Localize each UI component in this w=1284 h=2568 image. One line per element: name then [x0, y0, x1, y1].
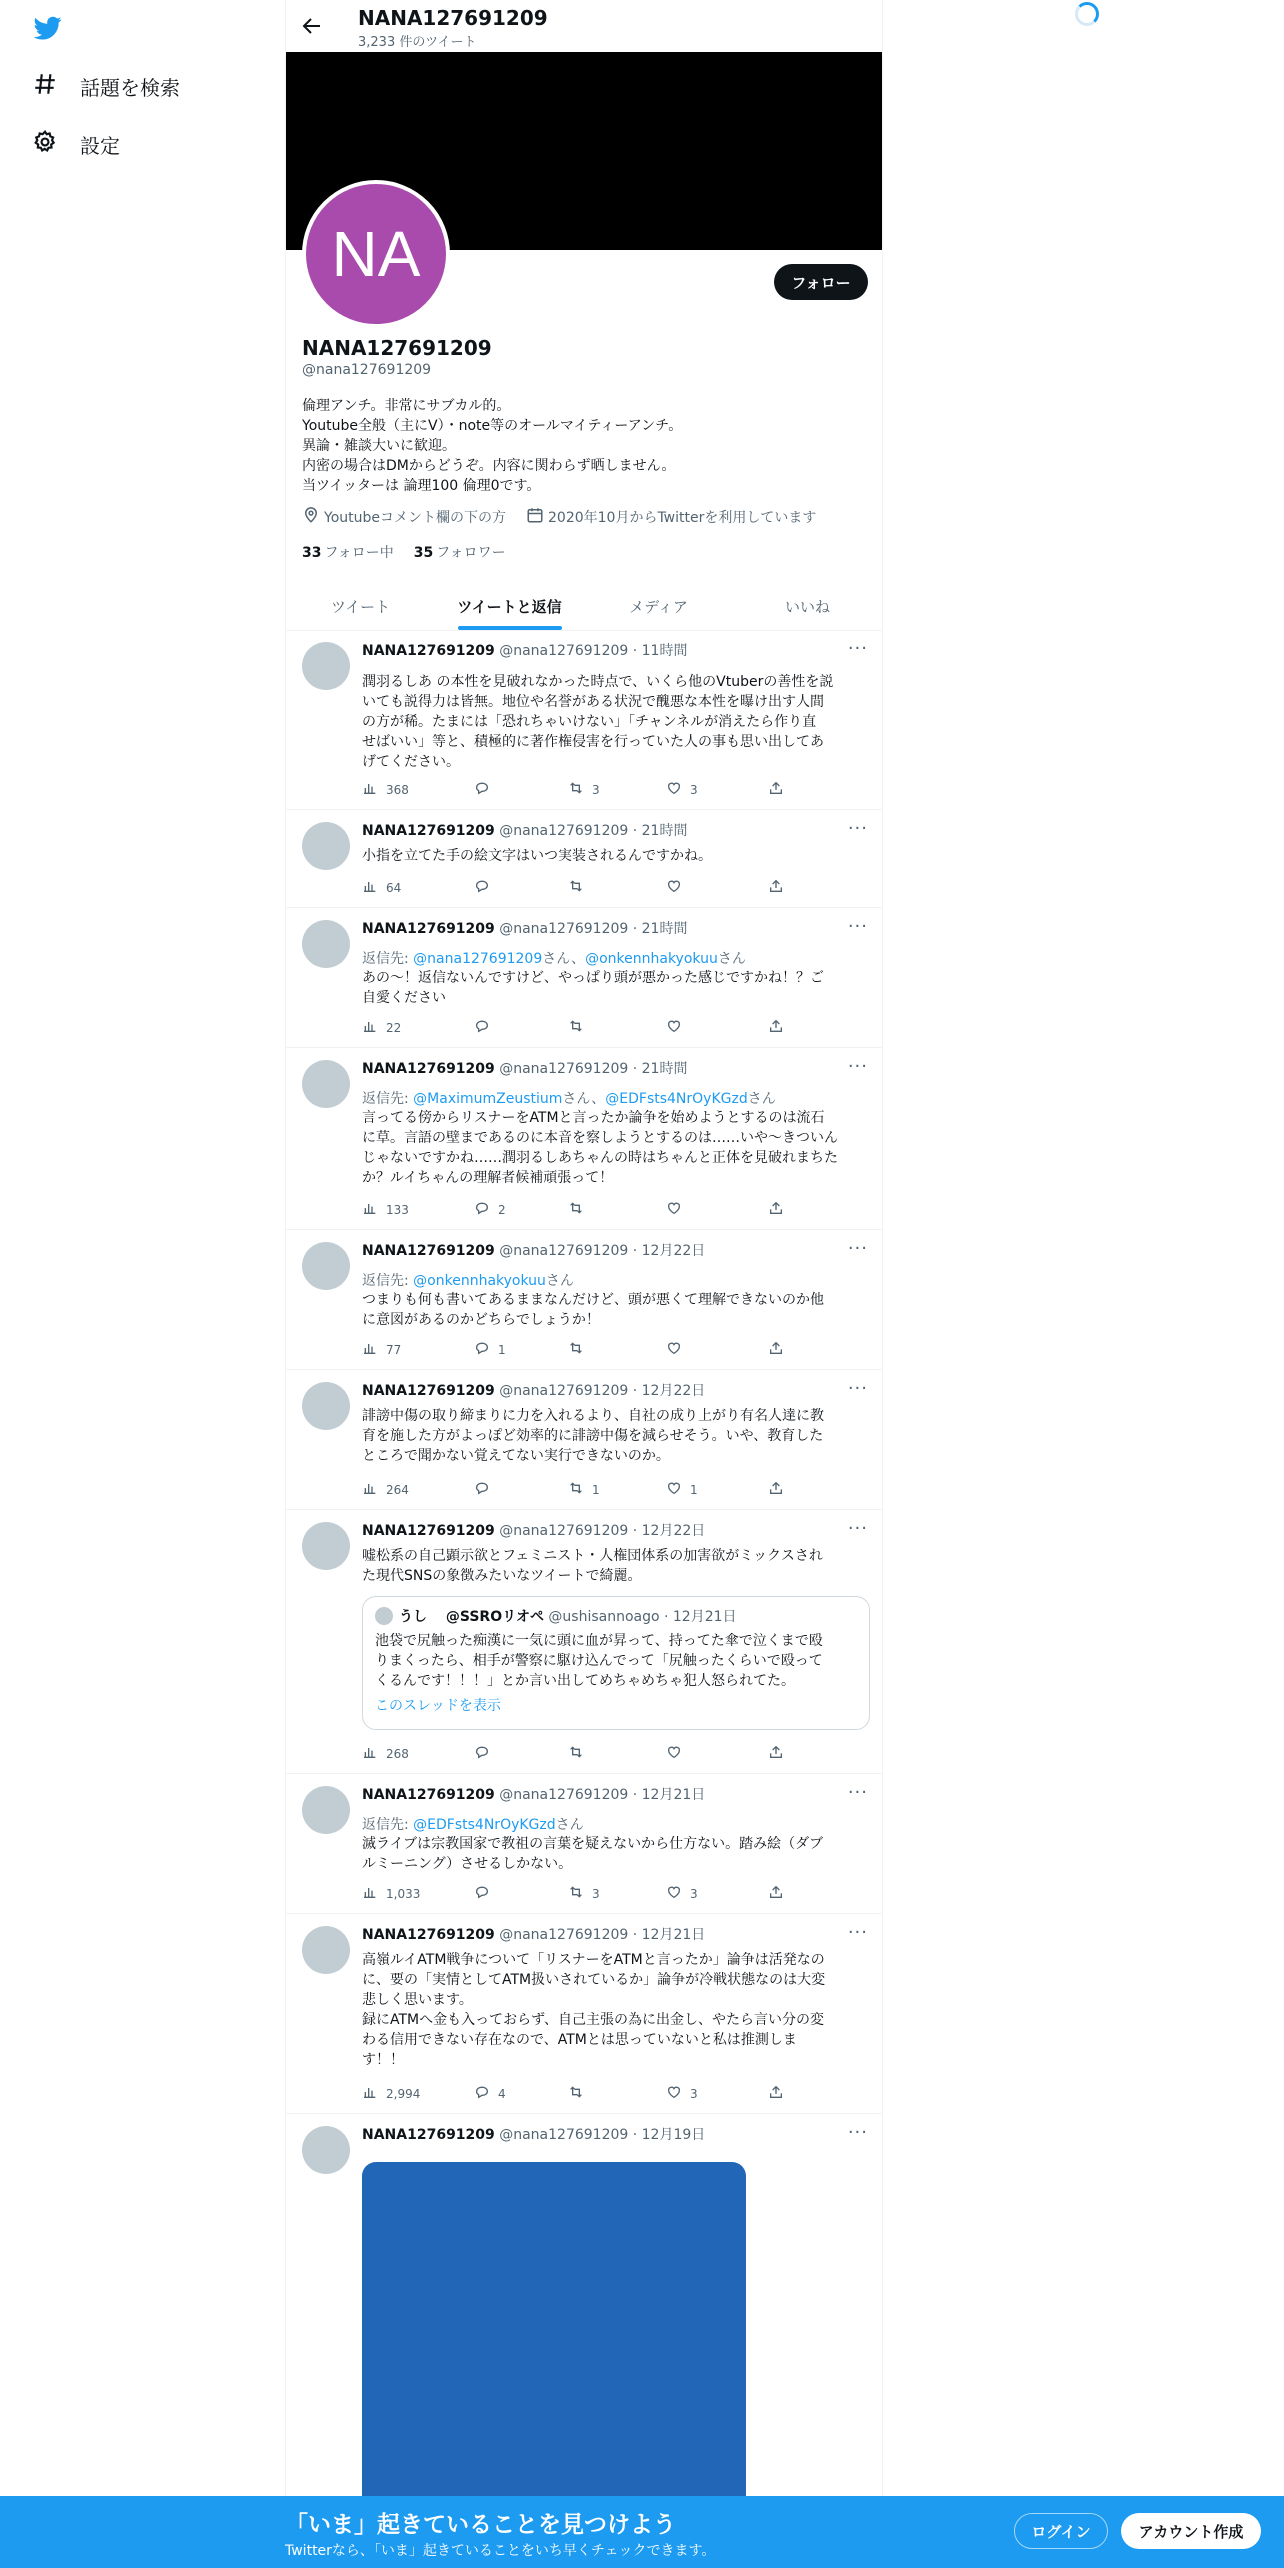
profile-column [285, 0, 883, 2568]
reply-suffix: さん [555, 1817, 584, 1833]
tweet-actions [362, 1480, 782, 1500]
tweet-text-line: 自愛ください [362, 990, 446, 1006]
quoted-text-line: りまくったら、相手が警察に駆け込んでって「尻触ったくらいで殴って [375, 1653, 823, 1669]
like-button[interactable] [666, 780, 698, 799]
location-text: Youtubeコメント欄の下の方 [324, 510, 506, 526]
heart-icon [666, 2084, 682, 2103]
tweet-avatar[interactable] [302, 920, 350, 968]
reply-button[interactable] [474, 780, 498, 799]
reply-icon [474, 1340, 490, 1359]
tweet-handle-time[interactable]: @nana127691209 · 12月22日 [499, 1523, 706, 1539]
tweet-avatar[interactable] [302, 2126, 350, 2174]
more-options-icon[interactable]: ··· [847, 1518, 868, 1539]
reply-user-link[interactable]: @onkennhakyokuu [413, 1273, 546, 1289]
tweet-author-name[interactable]: NANA127691209 [362, 643, 495, 659]
views-icon [362, 1480, 378, 1499]
followers-link[interactable]: 35 フォロワー [413, 545, 506, 561]
tweet-header [362, 1924, 705, 1944]
tweet-avatar[interactable] [302, 1522, 350, 1570]
tweet-header [362, 1380, 705, 1400]
reply-icon [474, 2084, 490, 2103]
share-icon [768, 780, 784, 799]
reply-button[interactable] [474, 878, 498, 897]
retweet-icon [568, 780, 584, 799]
views-count: 133 [386, 1202, 409, 1217]
views-count: 77 [386, 1342, 402, 1357]
tweet-text-line: 言ってる傍からリスナーをATMと言ったか論争を始めようとするのは流石 [362, 1110, 825, 1126]
tweet-text-line: 育を施した方がよっぽど効率的に誹謗中傷を減らせそう。いや、教育した [362, 1428, 824, 1444]
bio-line: 当ツイッターは 論理100 倫理0です。 [302, 478, 541, 494]
tweet-text-line: に、要の「実情としてATM扱いされているか」論争が冷戦状態なのは大変 [362, 1972, 826, 1988]
views-count: 368 [386, 782, 409, 797]
tweet-handle-time[interactable]: @nana127691209 · 12月21日 [499, 1787, 706, 1803]
more-options-icon[interactable]: ··· [847, 818, 868, 839]
reply-user-link[interactable]: @nana127691209 [413, 951, 543, 967]
more-options-icon[interactable]: ··· [847, 1922, 868, 1943]
like-button[interactable] [666, 1200, 690, 1219]
reply-button[interactable] [474, 1200, 506, 1219]
nav-settings-label: 設定 [80, 133, 120, 158]
tweet-header [362, 918, 687, 938]
views-icon [362, 1200, 378, 1219]
views-button[interactable] [362, 1200, 409, 1219]
tab-tweets-and-replies[interactable]: ツイートと返信 [435, 582, 584, 630]
tweet-actions [362, 1200, 782, 1220]
quoted-text-line: くるんです！！！」とか言い出してめちゃめちゃ犯人怒られてた。 [375, 1673, 795, 1689]
retweet-button[interactable] [568, 1480, 600, 1499]
reply-button[interactable] [474, 1018, 498, 1037]
profile-name: NANA127691209 [302, 336, 492, 360]
tweet-text-line: の方が稀。たまには「恐れちゃいけない」「チャンネルが消えたら作り直 [362, 714, 817, 730]
tweet-text-line: に草。言語の壁まであるのに本音を察しようとするのは……いや～きついん [362, 1130, 838, 1146]
like-count: 3 [690, 1886, 698, 1901]
tweet-text [362, 1108, 866, 1188]
views-icon [362, 1018, 378, 1037]
tweet-text-line: ルミーニング）させるしかない。 [362, 1856, 573, 1872]
follow-button[interactable]: フォロー [774, 264, 868, 300]
reply-icon [474, 1480, 490, 1499]
views-count: 64 [386, 880, 402, 895]
reply-suffix: さん [717, 951, 746, 967]
like-count: 3 [690, 782, 698, 797]
header-tweet-count: 3,233 件のツイート [358, 35, 477, 50]
tweet-author-name[interactable]: NANA127691209 [362, 1787, 495, 1803]
reply-button[interactable] [474, 1744, 498, 1763]
tweet-text-line: か？ルイちゃんの理解者候補頑張って！ [362, 1170, 614, 1186]
views-button[interactable] [362, 1340, 401, 1359]
tweet-avatar[interactable] [302, 1382, 350, 1430]
tweet-text-line: つまりも何も書いてあるままなんだけど、頭が悪くて理解できないのか他 [362, 1292, 824, 1308]
tweet-avatar[interactable] [302, 1926, 350, 1974]
tweet-text-line: げてください。 [362, 754, 460, 770]
like-button[interactable] [666, 2084, 698, 2103]
tweet-text-line: に意図があるのかどちらでしょうか！ [362, 1312, 600, 1328]
like-button[interactable] [666, 1884, 698, 1903]
share-button[interactable] [768, 780, 784, 799]
bio-line: 内密の場合はDMからどうぞ。内容に関わらず晒しません。 [302, 458, 676, 474]
tweet-header [362, 640, 687, 660]
nav-settings[interactable] [32, 124, 120, 164]
heart-icon [666, 878, 682, 897]
share-icon [768, 1018, 784, 1037]
like-count: 1 [690, 1482, 698, 1497]
reply-prefix: 返信先: [362, 951, 414, 967]
show-thread-link[interactable]: このスレッドを表示 [375, 1698, 501, 1714]
reply-button[interactable] [474, 2084, 506, 2103]
retweet-icon [568, 1200, 584, 1219]
heart-icon [666, 1744, 682, 1763]
reply-suffix: さん [747, 1091, 776, 1107]
reply-context [362, 1270, 574, 1290]
reply-user-link[interactable]: @MaximumZeustium [413, 1091, 563, 1107]
tweet[interactable] [286, 1510, 882, 1774]
retweet-count: 3 [592, 1886, 600, 1901]
retweet-button[interactable] [568, 878, 592, 897]
hashtag-icon [32, 71, 58, 102]
signup-banner-subtitle: Twitterなら、「いま」起きていることをいち早くチェックできます。 [285, 2543, 716, 2559]
heart-icon [666, 1200, 682, 1219]
header-title: NANA127691209 [358, 6, 548, 30]
tweet-header [362, 1058, 687, 1078]
tweet-text [362, 1950, 866, 2070]
views-icon [362, 1744, 378, 1763]
tweet-header [362, 1784, 705, 1804]
tweet-header [362, 1520, 705, 1540]
views-button[interactable] [362, 1744, 409, 1763]
views-icon [362, 2084, 378, 2103]
tweet-header [362, 820, 687, 840]
reply-prefix: 返信先: [362, 1091, 414, 1107]
retweet-icon [568, 1480, 584, 1499]
retweet-count: 3 [592, 782, 600, 797]
tweet-handle-time[interactable]: @nana127691209 · 11時間 [499, 643, 688, 659]
tweet[interactable] [286, 908, 882, 1048]
tweet[interactable] [286, 1048, 882, 1230]
views-icon [362, 1884, 378, 1903]
tweet-avatar[interactable] [302, 1242, 350, 1290]
nav-explore[interactable] [32, 66, 180, 106]
tweet-text-line: 誹謗中傷の取り締まりに力を入れるより、自社の成り上がり有名人達に教 [362, 1408, 824, 1424]
profile-stats [302, 542, 506, 562]
reply-count: 4 [498, 2086, 506, 2101]
reply-icon [474, 1018, 490, 1037]
views-button[interactable] [362, 2084, 420, 2103]
tweet-handle-time[interactable]: @nana127691209 · 12月21日 [499, 1927, 706, 1943]
reply-suffix: さん [545, 1273, 574, 1289]
views-button[interactable] [362, 1018, 401, 1037]
tab-tweets[interactable]: ツイート [330, 597, 391, 616]
share-button[interactable] [768, 1018, 784, 1037]
tweet-text [362, 1406, 866, 1466]
profile-tabs [286, 582, 882, 631]
views-button[interactable] [362, 1480, 409, 1499]
tweet-text-line: 高嶺ルイATM戦争について「リスナーをATMと言ったか」論争は活発なの [362, 1952, 825, 1968]
retweet-icon [568, 878, 584, 897]
tweet-author-name[interactable]: NANA127691209 [362, 1523, 495, 1539]
reply-prefix: 返信先: [362, 1273, 414, 1289]
share-icon [768, 878, 784, 897]
tweet-actions [362, 878, 782, 898]
reply-icon [474, 780, 490, 799]
tab-likes[interactable]: いいね [784, 597, 830, 616]
tweet-text [362, 1546, 866, 1586]
more-options-icon[interactable]: ··· [847, 1056, 868, 1077]
tweet-actions [362, 1744, 782, 1764]
tweet-actions [362, 1884, 782, 1904]
retweet-count: 1 [592, 1482, 600, 1497]
share-button[interactable] [768, 878, 784, 897]
tweet-text-line: す！！ [362, 2052, 404, 2068]
tweet-avatar[interactable] [302, 822, 350, 870]
tweet-actions [362, 780, 782, 800]
tweet[interactable] [286, 2114, 882, 2514]
tweet-handle-time[interactable]: @nana127691209 · 21時間 [499, 921, 688, 937]
tweet-header [362, 1240, 705, 1260]
tweet-actions [362, 1340, 782, 1360]
tweet-handle-time[interactable]: @nana127691209 · 21時間 [499, 1061, 688, 1077]
tweet-text-line: 嘘松系の自己顕示欲とフェミニスト・人権団体系の加害欲がミックスされ [362, 1548, 823, 1564]
tweet-handle-time[interactable]: @nana127691209 · 12月19日 [499, 2127, 706, 2143]
tweet-author-name[interactable]: NANA127691209 [362, 1243, 495, 1259]
tweet-header [362, 2124, 705, 2144]
retweet-icon [568, 1884, 584, 1903]
reply-prefix: 返信先: [362, 1817, 414, 1833]
share-button[interactable] [768, 1884, 784, 1903]
share-button[interactable] [768, 1200, 784, 1219]
bio-line: Youtube全般（主にV）・note等のオールマイティーアンチ。 [302, 418, 683, 434]
reply-button[interactable] [474, 1480, 498, 1499]
tweet[interactable] [286, 1230, 882, 1370]
more-options-icon[interactable]: ··· [847, 1782, 868, 1803]
like-button[interactable] [666, 1744, 690, 1763]
tweet[interactable] [286, 810, 882, 908]
like-button[interactable] [666, 1480, 698, 1499]
like-count: 3 [690, 2086, 698, 2101]
share-button[interactable] [768, 1744, 784, 1763]
tweet-text [362, 1834, 866, 1874]
nav-explore-label: 話題を検索 [80, 75, 180, 100]
location-pin-icon [302, 506, 320, 528]
tweet-text [362, 1290, 866, 1330]
views-count: 268 [386, 1746, 409, 1761]
tweet-text-line: あの～！返信ないんですけど、やっぱり頭が悪かった感じですかね！？ご [362, 970, 824, 986]
tweet-text-line: じゃないですかね……潤羽るしあちゃんの時はちゃんと正体を見破れまちた [362, 1150, 838, 1166]
tweet-text-line: 小指を立てた手の絵文字はいつ実装されるんですかね。 [362, 848, 712, 864]
tweet[interactable] [286, 1914, 882, 2114]
reply-separator: さん、 [562, 1091, 606, 1107]
retweet-button[interactable] [568, 1200, 592, 1219]
profile-avatar[interactable]: NA [302, 180, 450, 328]
heart-icon [666, 1018, 682, 1037]
signup-banner-title: 「いま」起きていることを見つけよう [285, 2512, 676, 2538]
reply-button[interactable] [474, 1340, 506, 1359]
tweet-text-line: わる信用できない存在なので、ATMとは思っていないと私は推測しま [362, 2032, 797, 2048]
share-button[interactable] [768, 1340, 784, 1359]
views-count: 1,033 [386, 1886, 421, 1901]
loading-spinner-icon [1075, 2, 1099, 26]
heart-icon [666, 780, 682, 799]
share-button[interactable] [768, 2084, 784, 2103]
tweet-avatar[interactable] [302, 642, 350, 690]
views-count: 264 [386, 1482, 409, 1497]
reply-count: 1 [498, 1342, 506, 1357]
quoted-avatar [375, 1607, 393, 1625]
tweet-text-line: 録にATMへ金も入っておらず、自己主張の為に出金し、やたら言い分の変 [362, 2012, 824, 2028]
reply-separator: さん、 [542, 951, 586, 967]
like-button[interactable] [666, 1018, 690, 1037]
reply-icon [474, 1200, 490, 1219]
retweet-button[interactable] [568, 1744, 592, 1763]
tweet-author-name[interactable]: NANA127691209 [362, 921, 495, 937]
joined-text: 2020年10月からTwitterを利用しています [548, 510, 817, 526]
views-count: 22 [386, 1020, 402, 1035]
reply-button[interactable] [474, 1884, 498, 1903]
tweet-actions [362, 1018, 782, 1038]
like-button[interactable] [666, 1340, 690, 1359]
views-button[interactable] [362, 878, 401, 897]
tweet-author-name[interactable]: NANA127691209 [362, 1061, 495, 1077]
tweet-author-name[interactable]: NANA127691209 [362, 2127, 495, 2143]
heart-icon [666, 1340, 682, 1359]
tweet-text-line: ところで聞かない覚えてない実行できないのか。 [362, 1448, 670, 1464]
signup-button[interactable]: アカウント作成 [1121, 2513, 1261, 2549]
views-button[interactable] [362, 780, 409, 799]
tweet-handle-time[interactable]: @nana127691209 · 21時間 [499, 823, 688, 839]
tweet-text-line: た現代SNSの象徴みたいなツイートで綺麗。 [362, 1568, 642, 1584]
reply-context [362, 1814, 584, 1834]
retweet-icon [568, 1018, 584, 1037]
gear-icon [32, 129, 58, 160]
reply-count: 2 [498, 1202, 506, 1217]
tweet-text [362, 968, 866, 1008]
login-button[interactable]: ログイン [1014, 2513, 1108, 2549]
reply-user-link[interactable]: @EDFsts4NrOyKGzd [413, 1817, 556, 1833]
retweet-icon [568, 1744, 584, 1763]
tweet-avatar[interactable] [302, 1060, 350, 1108]
more-options-icon[interactable]: ··· [847, 1238, 868, 1259]
reply-icon [474, 1884, 490, 1903]
profile-handle: @nana127691209 [302, 362, 432, 378]
calendar-icon [526, 506, 544, 528]
tweet-actions [362, 2084, 782, 2104]
tweet-text [362, 846, 866, 866]
retweet-button[interactable] [568, 1884, 600, 1903]
tweet-handle-time[interactable]: @nana127691209 · 12月22日 [499, 1383, 706, 1399]
back-arrow-icon[interactable] [300, 14, 324, 38]
tab-media[interactable]: メディア [629, 597, 688, 616]
quoted-handle-time: @ushisannoago · 12月21日 [548, 1609, 737, 1625]
reply-icon [474, 878, 490, 897]
retweet-button[interactable] [568, 780, 600, 799]
tweet-text-line: 悲しく思います。 [362, 1992, 473, 2008]
reply-context [362, 1088, 776, 1108]
views-button[interactable] [362, 1884, 420, 1903]
tweet-text-line: いても説得力は皆無。地位や名誉がある状況で醜悪な本性を曝け出す人間 [362, 694, 824, 710]
share-icon [768, 2084, 784, 2103]
quoted-author-name: うし @SSROリオペ [399, 1609, 544, 1625]
heart-icon [666, 1480, 682, 1499]
profile-joined [526, 506, 816, 528]
retweet-button[interactable] [568, 2084, 592, 2103]
tweet-text [362, 672, 866, 772]
views-icon [362, 1340, 378, 1359]
retweet-button[interactable] [568, 1340, 592, 1359]
quoted-header [399, 1606, 737, 1626]
tweet-text-line: 潤羽るしあ の本性を見破れなかった時点で、いくら他のVtuberの善性を説 [362, 674, 834, 690]
reply-icon [474, 1744, 490, 1763]
retweet-icon [568, 2084, 584, 2103]
bio-line: 異論・雑談大いに歓迎。 [302, 438, 456, 454]
tweet-author-name[interactable]: NANA127691209 [362, 1927, 495, 1943]
bio-line: 倫理アンチ。非常にサブカル的。 [302, 398, 511, 414]
views-icon [362, 878, 378, 897]
tweet-author-name[interactable]: NANA127691209 [362, 823, 495, 839]
following-link[interactable]: 33 フォロー中 [302, 545, 394, 561]
more-options-icon[interactable]: ··· [847, 1378, 868, 1399]
share-button[interactable] [768, 1480, 784, 1499]
views-count: 2,994 [386, 2086, 421, 2101]
more-options-icon[interactable]: ··· [847, 2122, 868, 2143]
tweet[interactable] [286, 1370, 882, 1510]
tweet-author-name[interactable]: NANA127691209 [362, 1383, 495, 1399]
tweet-avatar[interactable] [302, 1786, 350, 1834]
share-icon [768, 1744, 784, 1763]
retweet-button[interactable] [568, 1018, 592, 1037]
tweet-media-image[interactable] [362, 2162, 746, 2522]
reply-user-link[interactable]: @onkennhakyokuu [585, 951, 718, 967]
quoted-text [375, 1631, 823, 1691]
reply-user-link[interactable]: @EDFsts4NrOyKGzd [605, 1091, 748, 1107]
profile-bio [302, 396, 862, 496]
tweet[interactable] [286, 630, 882, 810]
like-button[interactable] [666, 878, 690, 897]
tweet-handle-time[interactable]: @nana127691209 · 12月22日 [499, 1243, 706, 1259]
tweet-text-line: 滅ライブは宗教国家で教祖の言葉を疑えないから仕方ない。踏み絵（ダブ [362, 1836, 824, 1852]
tweet-text-line: せばいい」等と、積極的に著作権侵害を行っていた人の事も思い出してあ [362, 734, 824, 750]
share-icon [768, 1340, 784, 1359]
reply-context [362, 948, 746, 968]
views-icon [362, 780, 378, 799]
profile-location [302, 506, 506, 528]
quoted-tweet[interactable] [362, 1596, 870, 1730]
quoted-text-line: 池袋で尻触った痴漢に一気に頭に血が昇って、持ってた傘で泣くまで殴 [375, 1633, 823, 1649]
share-icon [768, 1200, 784, 1219]
more-options-icon[interactable]: ··· [847, 638, 868, 659]
twitter-logo-icon[interactable] [32, 14, 64, 42]
share-icon [768, 1480, 784, 1499]
share-icon [768, 1884, 784, 1903]
tweet[interactable] [286, 1774, 882, 1914]
signup-banner [0, 2496, 1284, 2568]
retweet-icon [568, 1340, 584, 1359]
profile-header [286, 0, 882, 52]
more-options-icon[interactable]: ··· [847, 916, 868, 937]
heart-icon [666, 1884, 682, 1903]
